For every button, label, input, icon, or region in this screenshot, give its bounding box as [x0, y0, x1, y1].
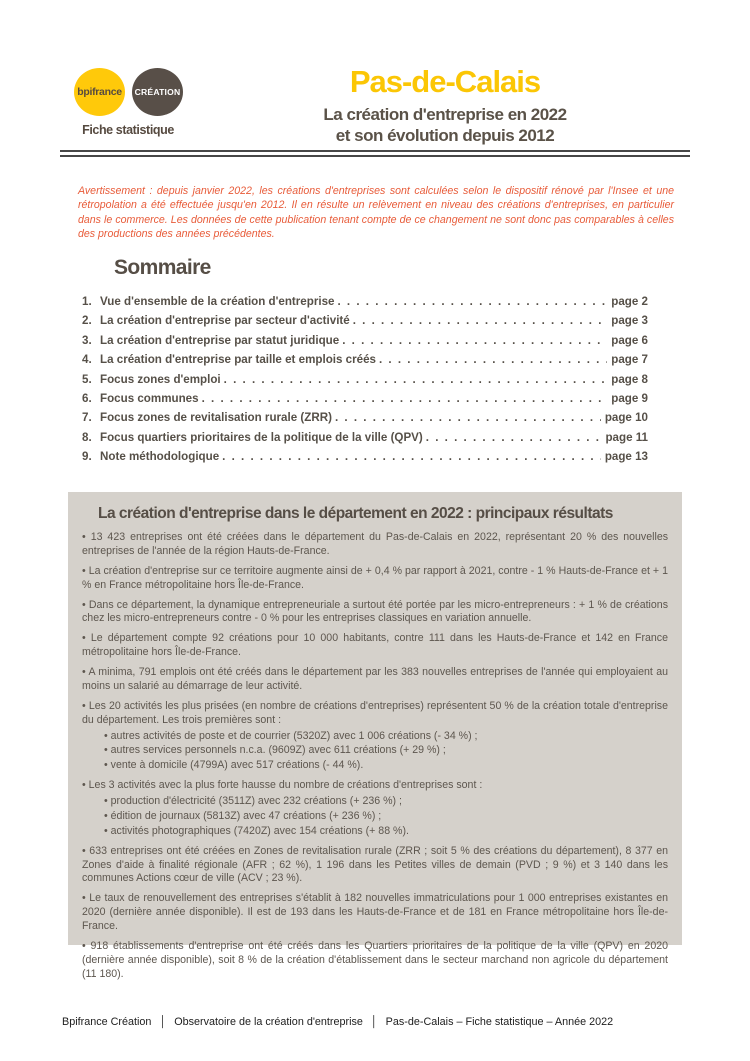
toc-item-label: Note méthodologique — [100, 450, 220, 464]
toc-item-number: 4. — [82, 353, 92, 367]
footer-observatory: Observatoire de la création d'entreprise — [174, 1016, 363, 1028]
toc-item-number: 5. — [82, 372, 92, 386]
bpifrance-logo-icon — [74, 68, 125, 116]
result-sub-bullet: • édition de journaux (5813Z) avec 47 créations (+ 236 %) ; — [104, 810, 668, 824]
toc-item-page: page 2 — [611, 295, 648, 308]
toc-item-label: La création d'entreprise par statut juridique — [100, 333, 340, 347]
toc-item-page: page 7 — [611, 353, 648, 367]
result-bullet: • La création d'entreprise sur ce territoire augmente ainsi de + 0,4 % par rapport à 2021, contre - 1 % Hauts-de-France et + 1 % en France métropolitaine hors Île-de-France. — [82, 565, 668, 593]
toc-item-9 — [82, 450, 648, 463]
result-sub-list — [104, 795, 668, 839]
table-of-contents — [82, 295, 648, 470]
result-bullet: • 633 entreprises ont été créées en Zones de revitalisation rurale (ZRR ; soit 5 % des créations du département), 8 377 en Zones d'aide à finalité régionale (AFR ; 62 %), 1 196 dans les Petites villes de demain (PVD ; 9 %) et 3 140 dans les communes Actions cœur de ville (ACV ; 23 %). — [82, 845, 668, 887]
toc-item-number: 1. — [82, 295, 92, 308]
toc-dot-leader — [202, 392, 608, 405]
result-sub-bullet: • activités photographiques (7420Z) avec 154 créations (+ 88 %). — [104, 825, 668, 839]
toc-dot-leader — [224, 373, 608, 386]
title-block — [300, 66, 590, 147]
result-sub-bullet: • vente à domicile (4799A) avec 517 créations (- 44 %). — [104, 759, 668, 773]
toc-item-5 — [82, 373, 648, 386]
page-subtitle-line2: et son évolution depuis 2012 — [335, 126, 555, 146]
toc-dot-leader — [353, 314, 608, 327]
toc-item-number: 3. — [82, 333, 92, 347]
toc-item-label: Focus zones de revitalisation rurale (ZRR) — [100, 411, 332, 425]
creation-logo-icon — [132, 68, 183, 116]
results-heading: La création d'entreprise dans le département en 2022 : principaux résultats — [98, 505, 613, 522]
result-sub-bullet: • autres activités de poste et de courrier (5320Z) avec 1 006 créations (- 34 %) ; — [104, 730, 668, 744]
result-bullet: • Les 20 activités les plus prisées (en nombre de créations d'entreprises) représentent 50 % de la création totale d'entreprise du département. Les trois premières sont : — [82, 700, 668, 728]
toc-item-label: Vue d'ensemble de la création d'entreprise — [100, 295, 335, 308]
brand-tagline: Fiche statistique — [82, 123, 174, 137]
footer-brand: Bpifrance Création — [62, 1016, 152, 1028]
toc-item-page: page 11 — [605, 430, 648, 444]
toc-item-label: La création d'entreprise par secteur d'activité — [100, 314, 350, 328]
result-bullet: • 918 établissements d'entreprise ont été créés dans les Quartiers prioritaires de la politique de la ville (QPV) en 2020 (dernière année disponible), soit 8 % de la création d'établissement dans le secteur marchand non agricole du département (11 180). — [82, 940, 668, 982]
toc-item-page: page 10 — [604, 411, 648, 425]
result-bullet: • 13 423 entreprises ont été créées dans le département du Pas-de-Calais en 2022, représentant 20 % des nouvelles entreprises de l'année de la région Hauts-de-France. — [82, 531, 668, 559]
toc-item-1 — [82, 295, 648, 308]
toc-item-page: page 13 — [604, 450, 648, 464]
footer-separator: │ — [159, 1016, 167, 1028]
page-title: Pas-de-Calais — [349, 64, 541, 99]
toc-item-2 — [82, 314, 648, 327]
toc-dot-leader — [426, 431, 602, 444]
toc-dot-leader — [342, 334, 607, 347]
footer-document-title: Pas-de-Calais – Fiche statistique – Année 2022 — [385, 1016, 614, 1028]
toc-item-6 — [82, 392, 648, 405]
toc-item-number: 9. — [82, 450, 92, 464]
footer-separator: │ — [370, 1016, 378, 1028]
toc-item-page: page 6 — [611, 333, 648, 347]
toc-item-number: 8. — [82, 430, 92, 444]
toc-item-page: page 3 — [611, 314, 648, 328]
brand-block — [74, 68, 192, 137]
toc-dot-leader — [335, 411, 601, 424]
toc-item-3 — [82, 334, 648, 347]
bpifrance-logo-text: bpifrance — [77, 86, 122, 98]
result-bullet: • Les 3 activités avec la plus forte hausse du nombre de créations d'entreprises sont : — [82, 779, 668, 793]
result-bullet: • A minima, 791 emplois ont été créés dans le département par les 383 nouvelles entreprises de l'année qui employaient au moins un salarié au démarrage de leur activité. — [82, 666, 668, 694]
result-sub-list — [104, 730, 668, 774]
toc-heading: Sommaire — [114, 256, 211, 279]
toc-item-number: 7. — [82, 411, 92, 425]
result-sub-bullet: • autres services personnels n.c.a. (9609Z) avec 611 créations (+ 29 %) ; — [104, 744, 668, 758]
toc-dot-leader — [222, 450, 601, 463]
toc-item-8 — [82, 431, 648, 444]
toc-item-label: Focus quartiers prioritaires de la politique de la ville (QPV) — [100, 430, 423, 444]
key-results-box — [68, 492, 682, 980]
page-subtitle-line1: La création d'entreprise en 2022 — [323, 104, 567, 124]
toc-dot-leader — [337, 295, 607, 308]
logo-row — [74, 68, 192, 116]
result-bullet: • Le département compte 92 créations pour 10 000 habitants, contre 111 dans les Hauts-de-France et 142 en France métropolitaine hors Île-de-France. — [82, 632, 668, 660]
creation-logo-text: CRÉATION — [134, 87, 181, 97]
result-bullet: • Dans ce département, la dynamique entrepreneuriale a surtout été portée par les micro-entrepreneurs : + 1 % de créations chez les micro-entrepreneurs contre - 0 % pour les entreprises classiques en variation annuelle. — [82, 599, 668, 627]
toc-item-number: 6. — [82, 391, 92, 405]
result-bullet: • Le taux de renouvellement des entreprises s'établit à 182 nouvelles immatriculations pour 1 000 entreprises existantes en 2020 (dernière année disponible). Il est de 193 dans les Hauts-de-France et de 181 en France métropolitaine hors Île-de-France. — [82, 892, 668, 934]
toc-item-7 — [82, 411, 648, 424]
header-divider — [60, 150, 690, 157]
toc-item-page: page 9 — [611, 391, 648, 405]
toc-item-label: Focus zones d'emploi — [100, 372, 221, 386]
toc-item-4 — [82, 353, 648, 366]
toc-item-page: page 8 — [611, 372, 648, 386]
result-sub-bullet: • production d'électricité (3511Z) avec 232 créations (+ 236 %) ; — [104, 795, 668, 809]
toc-item-label: La création d'entreprise par taille et emplois créés — [100, 353, 376, 367]
warning-notice: Avertissement : depuis janvier 2022, les créations d'entreprises sont calculées selon le dispositif rénové par l'Insee et une rétropolation a été effectuée jusqu'en 2012. Il en résulte un relèvement en niveau des créations d'entreprises, en particulier dans le commerce. Les données de cette publication tenant compte de ce changement ne sont donc pas comparables à celles des productions des années précédentes. — [78, 185, 674, 240]
toc-item-label: Focus communes — [100, 391, 199, 405]
toc-item-number: 2. — [82, 314, 92, 328]
toc-dot-leader — [379, 353, 607, 366]
page-footer — [62, 1016, 613, 1028]
